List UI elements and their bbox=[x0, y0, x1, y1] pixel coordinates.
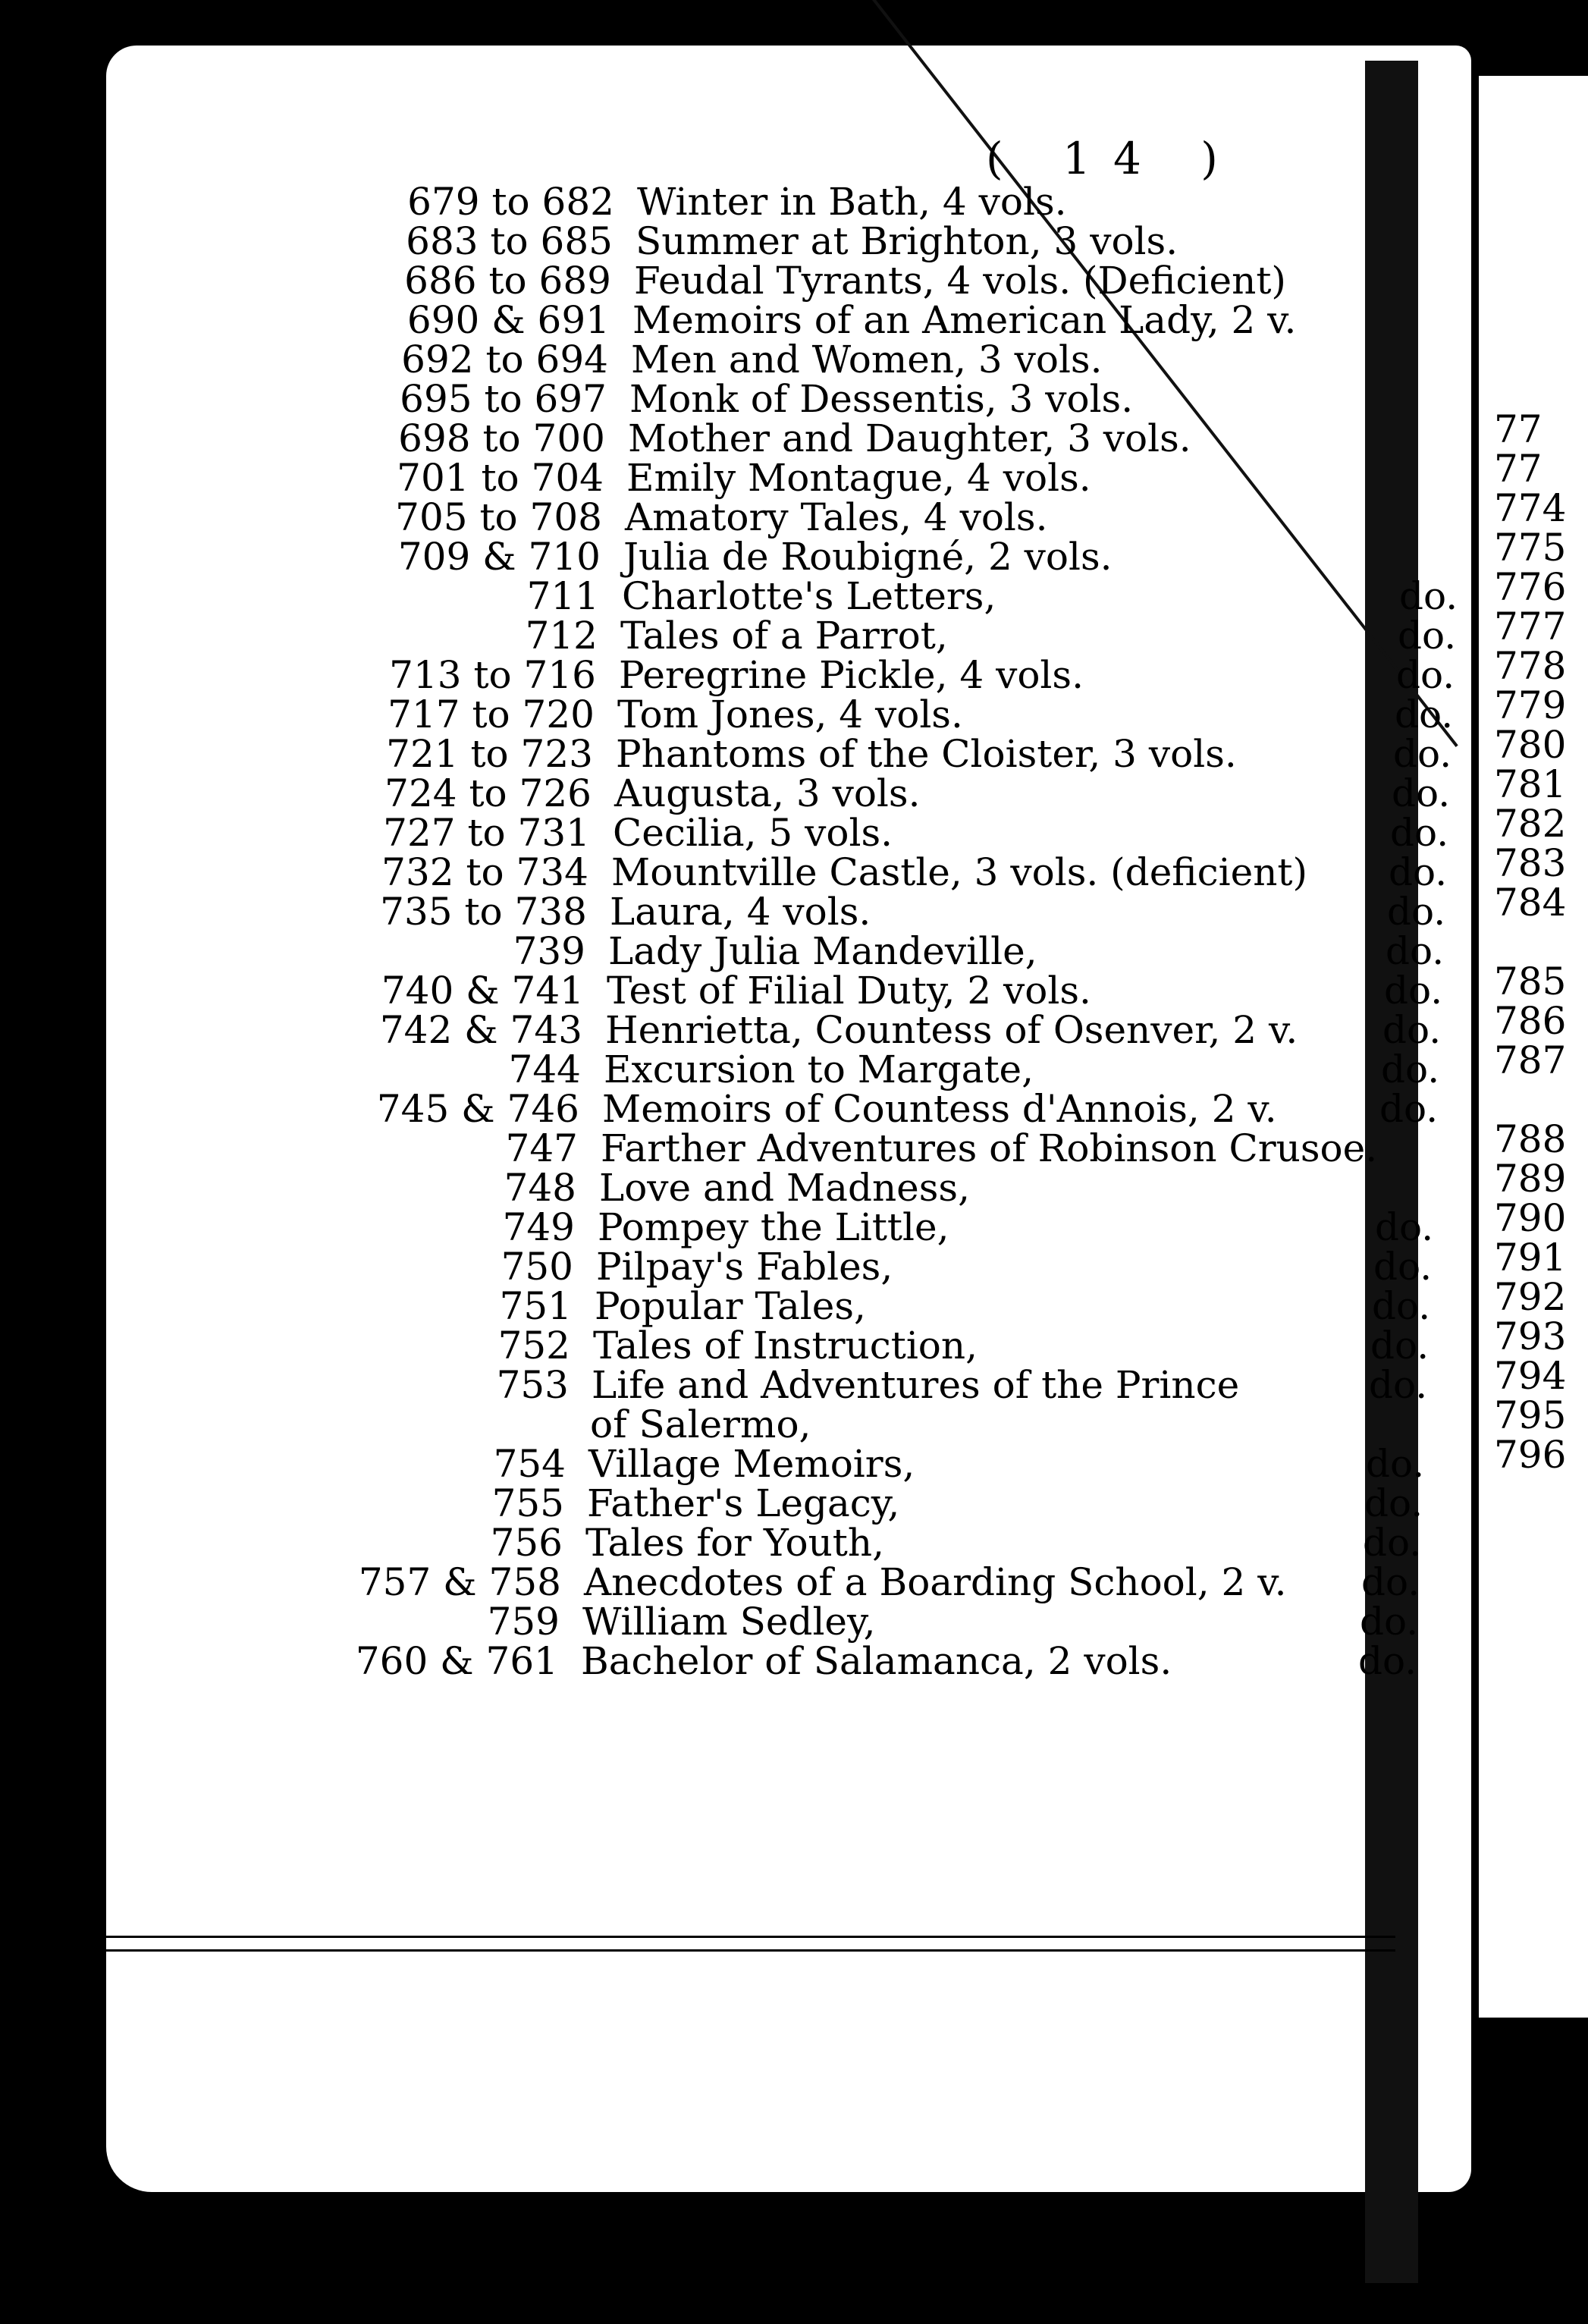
ditto-mark: do. bbox=[1366, 1442, 1425, 1486]
entry-title: Summer at Brighton, 3 vols. bbox=[636, 219, 1178, 263]
entry-number: 735 to 738 bbox=[380, 890, 587, 934]
catalogue-entry bbox=[529, 1402, 1462, 1446]
entry-title: Pilpay's Fables, bbox=[596, 1245, 893, 1289]
entry-title: Pompey the Little, bbox=[598, 1205, 949, 1249]
catalogue-entry bbox=[381, 850, 1483, 894]
entry-number: 745 & 746 bbox=[376, 1087, 579, 1131]
catalogue-entry bbox=[513, 929, 1480, 973]
entry-title: of Salermo, bbox=[590, 1402, 811, 1446]
ditto-mark: do. bbox=[1399, 574, 1458, 618]
entry-title: Phantoms of the Cloister, 3 vols. bbox=[616, 732, 1237, 776]
entry-number: 753 bbox=[496, 1363, 569, 1407]
entry-number: 751 bbox=[499, 1284, 572, 1328]
facing-number: 784 bbox=[1494, 881, 1567, 925]
facing-number bbox=[1494, 922, 1566, 962]
ditto-mark: do. bbox=[1384, 969, 1443, 1013]
entry-number: 711 bbox=[526, 574, 599, 618]
catalogue-entry bbox=[381, 969, 1479, 1013]
entry-number: 683 to 685 bbox=[406, 219, 613, 263]
facing-number: 778 bbox=[1494, 644, 1567, 688]
catalogue-entry bbox=[502, 1205, 1470, 1249]
entry-number: 759 bbox=[487, 1600, 560, 1644]
entry-number: 717 to 720 bbox=[388, 692, 595, 736]
facing-number: 777 bbox=[1494, 605, 1567, 649]
ditto-mark: do. bbox=[1390, 811, 1449, 855]
facing-number: 790 bbox=[1494, 1196, 1567, 1240]
facing-number: 794 bbox=[1494, 1354, 1567, 1398]
facing-number: 791 bbox=[1494, 1236, 1567, 1280]
catalogue-entry bbox=[497, 1324, 1465, 1368]
entry-number: 744 bbox=[508, 1047, 581, 1091]
catalogue-entry bbox=[504, 1166, 1471, 1210]
entry-title: Augusta, 3 vols. bbox=[614, 771, 921, 815]
catalogue-entry bbox=[376, 1087, 1474, 1131]
catalogue-entry bbox=[501, 1245, 1468, 1289]
entry-title: Men and Women, 3 vols. bbox=[631, 338, 1103, 382]
catalogue-entry bbox=[379, 1008, 1477, 1052]
catalogue-entry bbox=[388, 692, 1489, 736]
ditto-mark: do. bbox=[1381, 1047, 1440, 1091]
ditto-mark: do. bbox=[1398, 614, 1457, 658]
entry-title: Tales for Youth, bbox=[585, 1521, 884, 1565]
entry-number: 724 to 726 bbox=[384, 771, 592, 815]
ditto-mark: do. bbox=[1392, 771, 1451, 815]
catalogue-entry bbox=[493, 1442, 1461, 1486]
facing-page-numbers bbox=[1494, 407, 1567, 1477]
catalogue-entry bbox=[355, 1639, 1453, 1683]
entry-title: William Sedley, bbox=[582, 1600, 876, 1644]
entry-number: 712 bbox=[525, 614, 598, 658]
entry-title: Anecdotes of a Boarding School, 2 v. bbox=[584, 1560, 1287, 1604]
catalogue-entry bbox=[386, 732, 1488, 776]
facing-number: 77 bbox=[1494, 447, 1542, 491]
entry-number: 695 to 697 bbox=[400, 377, 607, 421]
entry-number: 679 to 682 bbox=[407, 180, 614, 224]
catalogue-entry bbox=[380, 890, 1482, 934]
entry-number: 701 to 704 bbox=[397, 456, 604, 500]
entry-title: Lady Julia Mandeville, bbox=[608, 929, 1037, 973]
facing-number: 792 bbox=[1494, 1275, 1567, 1319]
ditto-mark: do. bbox=[1358, 1639, 1417, 1683]
entry-title: Popular Tales, bbox=[595, 1284, 866, 1328]
entry-title: Winter in Bath, 4 vols. bbox=[637, 180, 1067, 224]
entry-title: Tom Jones, 4 vols. bbox=[617, 692, 963, 736]
entry-number: 740 & 741 bbox=[381, 969, 584, 1013]
facing-number: 782 bbox=[1494, 802, 1567, 846]
entry-number: 721 to 723 bbox=[386, 732, 593, 776]
facing-number: 780 bbox=[1494, 723, 1567, 767]
facing-number: 787 bbox=[1494, 1038, 1567, 1082]
entry-number: 754 bbox=[493, 1442, 566, 1486]
ditto-mark: do. bbox=[1395, 692, 1454, 736]
entry-title: Julia de Roubigné, 2 vols. bbox=[623, 535, 1113, 579]
entry-title: Father's Legacy, bbox=[587, 1481, 900, 1525]
ditto-mark: do. bbox=[1389, 850, 1448, 894]
ditto-mark: do. bbox=[1386, 929, 1445, 973]
catalogue-entry bbox=[397, 535, 1495, 579]
entry-number: 750 bbox=[501, 1245, 573, 1289]
facing-number: 788 bbox=[1494, 1117, 1567, 1161]
entry-title: Feudal Tyrants, 4 vols. (Deficient) bbox=[634, 259, 1286, 303]
entry-number: 739 bbox=[513, 929, 585, 973]
ditto-mark: do. bbox=[1382, 1008, 1442, 1052]
entry-title: Test of Filial Duty, 2 vols. bbox=[607, 969, 1091, 1013]
catalogue-entry bbox=[406, 219, 1508, 263]
entry-number: 692 to 694 bbox=[401, 338, 608, 382]
entry-title: Henrietta, Countess of Osenver, 2 v. bbox=[605, 1008, 1298, 1052]
entry-number: 732 to 734 bbox=[381, 850, 588, 894]
ditto-mark: do. bbox=[1373, 1245, 1433, 1289]
facing-number: 775 bbox=[1494, 526, 1567, 570]
catalogue-entry bbox=[401, 338, 1503, 382]
ditto-mark: do. bbox=[1396, 653, 1455, 697]
facing-number: 793 bbox=[1494, 1314, 1567, 1358]
facing-number: 796 bbox=[1494, 1433, 1567, 1477]
entry-title: Memoirs of an American Lady, 2 v. bbox=[632, 298, 1297, 342]
catalogue-entry bbox=[398, 416, 1500, 460]
catalogue-entry bbox=[384, 771, 1486, 815]
ditto-mark: do. bbox=[1387, 890, 1446, 934]
catalogue-entry bbox=[389, 653, 1491, 697]
facing-number: 789 bbox=[1494, 1157, 1567, 1201]
catalogue-entry bbox=[491, 1481, 1459, 1525]
facing-number: 795 bbox=[1494, 1393, 1567, 1437]
entry-title: Memoirs of Countess d'Annois, 2 v. bbox=[602, 1087, 1277, 1131]
entry-title: Emily Montague, 4 vols. bbox=[626, 456, 1091, 500]
facing-number: 77 bbox=[1494, 407, 1542, 451]
ditto-mark: do. bbox=[1360, 1600, 1419, 1644]
entry-title: Mountville Castle, 3 vols. (deficient) bbox=[611, 850, 1308, 894]
entry-number: 760 & 761 bbox=[355, 1639, 558, 1683]
catalogue-entry bbox=[508, 1047, 1476, 1091]
ditto-mark: do. bbox=[1361, 1560, 1420, 1604]
entry-number: 709 & 710 bbox=[397, 535, 601, 579]
entry-title: Tales of a Parrot, bbox=[620, 614, 948, 658]
catalogue-entry bbox=[490, 1521, 1458, 1565]
catalogue-entry bbox=[406, 298, 1505, 342]
entry-number: 705 to 708 bbox=[395, 495, 602, 539]
ditto-mark: do. bbox=[1364, 1481, 1423, 1525]
facing-number: 783 bbox=[1494, 841, 1567, 885]
facing-number: 786 bbox=[1494, 999, 1567, 1043]
entry-title: Farther Adventures of Robinson Crusoe. bbox=[601, 1126, 1378, 1170]
entry-title: Peregrine Pickle, 4 vols. bbox=[619, 653, 1084, 697]
entry-number: 756 bbox=[490, 1521, 563, 1565]
ditto-mark: do. bbox=[1379, 1087, 1439, 1131]
entry-number: 698 to 700 bbox=[398, 416, 605, 460]
catalogue-entry bbox=[496, 1363, 1464, 1407]
entry-title: Charlotte's Letters, bbox=[622, 574, 996, 618]
catalogue-entry bbox=[404, 259, 1506, 303]
catalogue-list bbox=[355, 180, 1458, 1683]
entry-title: Village Memoirs, bbox=[588, 1442, 915, 1486]
entry-title: Mother and Daughter, 3 vols. bbox=[628, 416, 1191, 460]
facing-number: 781 bbox=[1494, 762, 1567, 806]
catalogue-entry bbox=[499, 1284, 1467, 1328]
catalogue-entry bbox=[397, 456, 1499, 500]
ditto-mark: do. bbox=[1363, 1521, 1422, 1565]
catalogue-entry bbox=[505, 1126, 1473, 1170]
entry-title: Love and Madness, bbox=[599, 1166, 970, 1210]
facing-number: 776 bbox=[1494, 565, 1567, 609]
entry-number: 748 bbox=[504, 1166, 576, 1210]
ditto-mark: do. bbox=[1393, 732, 1452, 776]
facing-number bbox=[1494, 1080, 1566, 1120]
entry-number: 757 & 758 bbox=[358, 1560, 561, 1604]
catalogue-entry bbox=[526, 574, 1494, 618]
catalogue-entry bbox=[400, 377, 1502, 421]
catalogue-entry bbox=[358, 1560, 1456, 1604]
catalogue-entry bbox=[407, 180, 1509, 224]
entry-title: Monk of Dessentis, 3 vols. bbox=[629, 377, 1134, 421]
entry-number: 713 to 716 bbox=[389, 653, 596, 697]
entry-number: 752 bbox=[497, 1324, 570, 1368]
facing-number: 774 bbox=[1494, 486, 1567, 530]
entry-title: Tales of Instruction, bbox=[593, 1324, 978, 1368]
page-rule bbox=[106, 1949, 1395, 1952]
ditto-mark: do. bbox=[1372, 1284, 1431, 1328]
ditto-mark: do. bbox=[1370, 1324, 1430, 1368]
catalogue-entry bbox=[383, 811, 1485, 855]
catalogue-entry bbox=[525, 614, 1492, 658]
entry-number: 686 to 689 bbox=[404, 259, 611, 303]
entry-title: Amatory Tales, 4 vols. bbox=[625, 495, 1048, 539]
facing-number: 779 bbox=[1494, 683, 1567, 727]
catalogue-entry bbox=[395, 495, 1497, 539]
ditto-mark: do. bbox=[1375, 1205, 1434, 1249]
entry-number: 755 bbox=[491, 1481, 564, 1525]
entry-number: 742 & 743 bbox=[379, 1008, 582, 1052]
entry-title: Bachelor of Salamanca, 2 vols. bbox=[581, 1639, 1172, 1683]
entry-number: 690 & 691 bbox=[406, 298, 610, 342]
entry-title: Laura, 4 vols. bbox=[610, 890, 871, 934]
entry-number: 727 to 731 bbox=[383, 811, 590, 855]
entry-number: 749 bbox=[502, 1205, 575, 1249]
entry-number: 747 bbox=[505, 1126, 578, 1170]
catalogue-entry bbox=[487, 1600, 1455, 1644]
page-rule bbox=[106, 1936, 1395, 1938]
entry-title: Life and Adventures of the Prince bbox=[592, 1363, 1240, 1407]
page-number: ( 14 ) bbox=[986, 133, 1241, 184]
ditto-mark: do. bbox=[1369, 1363, 1428, 1407]
facing-number: 785 bbox=[1494, 959, 1567, 1003]
entry-title: Excursion to Margate, bbox=[604, 1047, 1034, 1091]
entry-title: Cecilia, 5 vols. bbox=[613, 811, 893, 855]
